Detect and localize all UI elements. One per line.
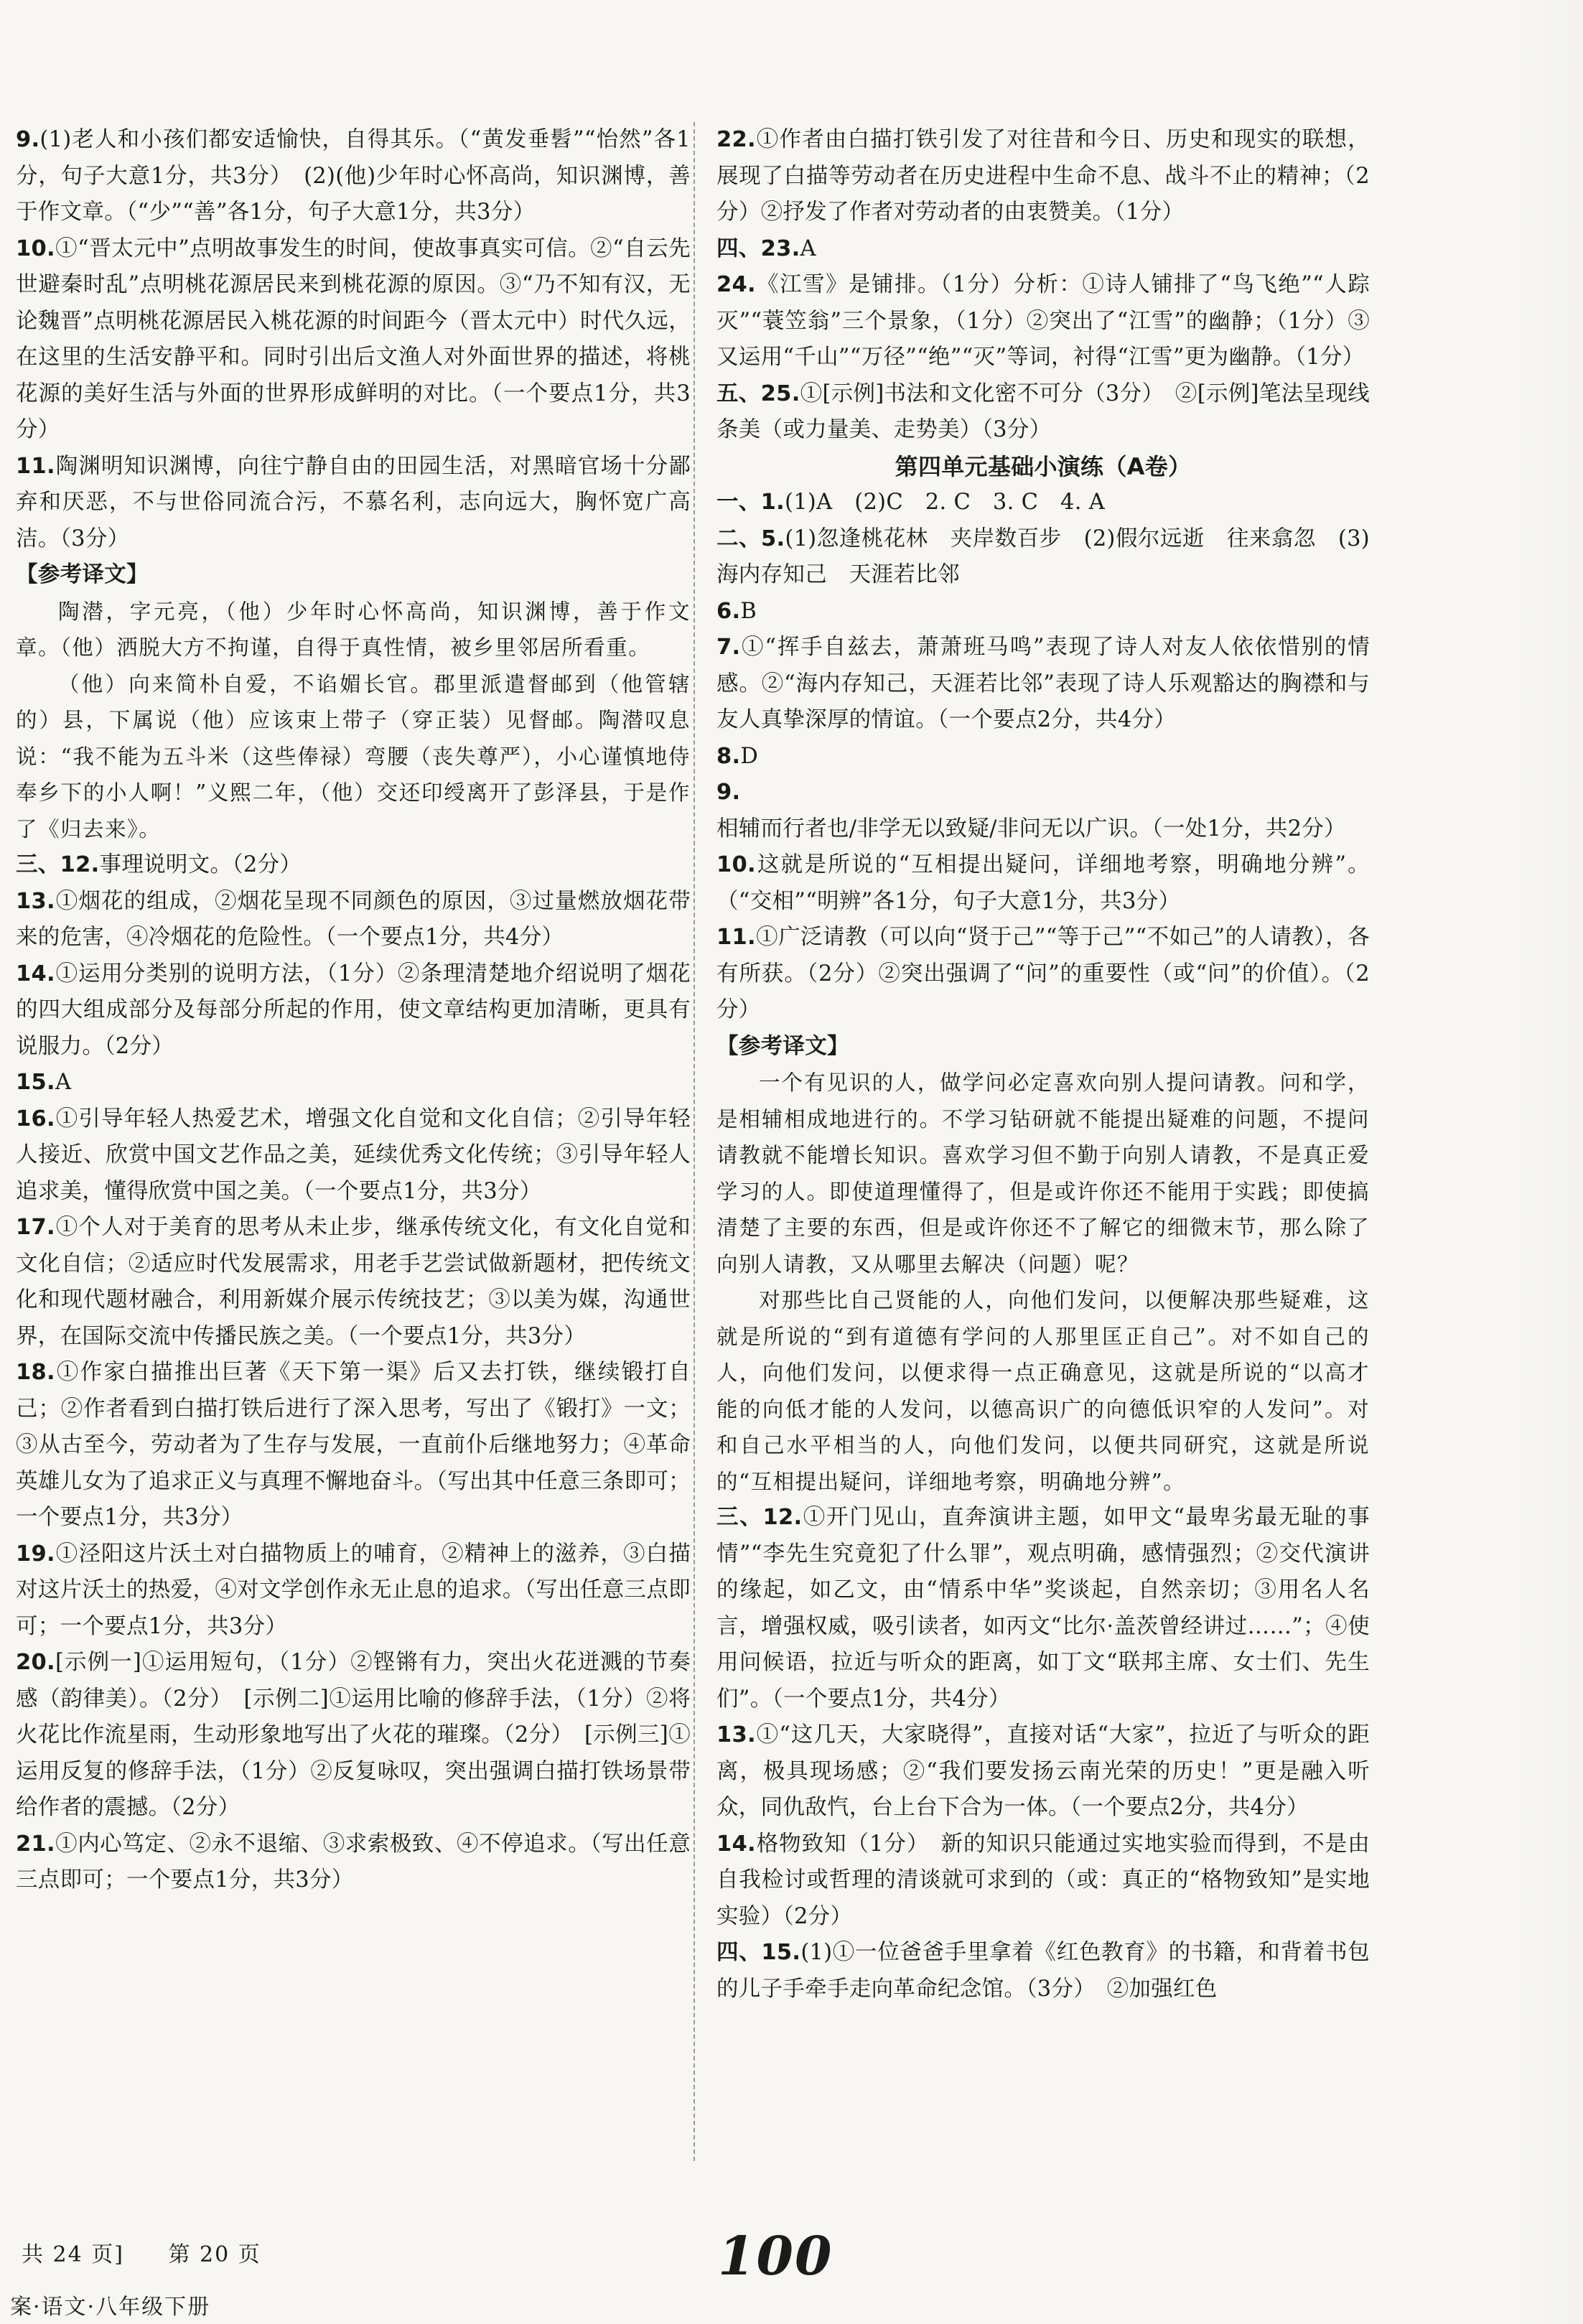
answer-number: 14.	[16, 961, 55, 986]
answer-text: A	[800, 235, 816, 261]
answer-item	[716, 1500, 1370, 1717]
answer-number: 三、12.	[16, 852, 100, 877]
answer-text: 格物致知（1分） 新的知识只能通过实地实验而得到，不是由自我检讨或哲理的清谈就可求到的（或：真正的“格物致知”是实地实验）（2分）	[716, 1831, 1370, 1929]
answer-number: 四、23.	[716, 235, 800, 261]
answer-text: 陶渊明知识渊博，向往宁静自由的田园生活，对黑暗官场十分鄙弃和厌恶，不与世俗同流合污，不慕名利，志向远大，胸怀宽广高洁。（3分）	[16, 453, 691, 551]
answer-number: 20.	[16, 1650, 55, 1675]
answer-text: (1)①一位爸爸手里拿着《红色教育》的书籍，和背着书包的儿子手牵手走向革命纪念馆。（3分） ②加强红色	[716, 1940, 1370, 2002]
column-divider	[694, 122, 695, 2161]
answer-item	[716, 1935, 1370, 2007]
answer-item	[716, 739, 1370, 775]
answer-text: ①“晋太元中”点明故事发生的时间，使故事真实可信。②“自云先世避秦时乱”点明桃花源居民来到桃花源的原因。③“乃不知有汉，无论魏晋”点明桃花源居民入桃花源的时间距今（晋太元中）时代久远，在这里的生活安静平和。同时引出后文渔人对外面世界的描述，将桃花源的美好生活与外面的世界形成鲜明的对比。（一个要点1分，共3分）	[16, 235, 691, 442]
current-page-label: 第 20 页	[168, 2242, 261, 2267]
answer-item	[16, 1645, 691, 1826]
reference-translation-heading: 【参考译文】	[716, 1033, 849, 1059]
answer-item	[716, 231, 1370, 268]
translation-paragraph	[716, 1065, 1370, 1282]
answer-number: 11.	[16, 453, 55, 479]
answer-text: 这就是所说的“互相提出疑问，详细地考察，明确地分辨”。（“交相”“明辨”各1分，句子大意1分，共3分）	[716, 852, 1370, 914]
answer-text: ①“这几天，大家晓得”，直接对话“大家”，拉近了与听众的距离，极具现场感；②“我们要发扬云南光荣的历史！”更是融入听众，同仇敌忾，台上台下合为一体。（一个要点2分，共4分）	[716, 1722, 1370, 1820]
answer-item	[716, 122, 1370, 231]
answer-item	[716, 775, 1370, 847]
answer-item	[16, 884, 691, 956]
answer-item	[716, 1717, 1370, 1826]
answer-text: ①运用分类别的说明方法，（1分）②条理清楚地介绍说明了烟花的四大组成部分及每部分所起的作用，使文章结构更加清晰，更具有说服力。（2分）	[16, 961, 691, 1059]
answer-number: 四、15.	[716, 1940, 801, 1965]
answer-text: ①开门见山，直奔演讲主题，如甲文“最卑劣最无耻的事情”“李先生究竟犯了什么罪”，观点明确，感情强烈；②交代演讲的缘起，如乙文，由“情系中华”奖谈起，自然亲切；③用名人名言，增强权威，吸引读者，如丙文“比尔·盖茨曾经讲过……”；④使用问候语，拉近与听众的距离，如丁文“联邦主席、女士们、先生们”。（一个要点1分，共4分）	[716, 1505, 1370, 1712]
answer-number: 三、12.	[716, 1505, 803, 1530]
answer-text: ①作家白描推出巨著《天下第一渠》后又去打铁，继续锻打自己；②作者看到白描打铁后进行了深入思考，写出了《锻打》一文；③从古至今，劳动者为了生存与发展，一直前仆后继地努力；④革命英雄儿女为了追求正义与真理不懈地奋斗。（写出其中任意三条即可；一个要点1分，共3分）	[16, 1360, 691, 1530]
answer-item	[716, 376, 1370, 449]
answer-text: 一个有见识的人，做学问必定喜欢向别人提问请教。问和学，是相辅相成地进行的。不学习钻研就不能提出疑难的问题，不提问请教就不能增长知识。喜欢学习但不勤于向别人请教，不是真正爱学习的人。即使道理懂得了，但是或许你还不能用于实践；即使搞清楚了主要的东西，但是或许你还不了解它的细微末节，那么除了向别人请教，又从哪里去解决（问题）呢？	[716, 1070, 1370, 1277]
answer-text: ①作者由白描打铁引发了对往昔和今日、历史和现实的联想，展现了白描等劳动者在历史进程中生命不息、战斗不止的精神；（2分）②抒发了作者对劳动者的由衷赞美。（1分）	[716, 127, 1370, 225]
translation-paragraph	[16, 594, 691, 666]
translation-paragraph	[16, 666, 691, 848]
answer-item	[716, 630, 1370, 739]
answer-number: 9.	[16, 127, 40, 152]
answer-item	[716, 267, 1370, 376]
answer-number: 10.	[716, 852, 756, 877]
answer-number: 6.	[716, 598, 741, 624]
answer-number: 13.	[16, 888, 55, 914]
answer-item	[716, 521, 1370, 594]
answer-text: D	[740, 743, 759, 769]
translation-paragraph	[716, 1282, 1370, 1500]
answer-item	[16, 847, 691, 884]
answer-text: ①泾阳这片沃土对白描物质上的哺育，②精神上的滋养，③白描对这片沃土的热爱，④对文学创作永无止息的追求。（写出任意三点即可；一个要点1分，共3分）	[16, 1541, 691, 1639]
answer-number: 21.	[16, 1831, 55, 1857]
answer-item	[16, 1210, 691, 1355]
answer-number: 11.	[716, 925, 756, 950]
answer-item	[16, 1355, 691, 1536]
answer-text: ①个人对于美育的思考从未止步，继承传统文化，有文化自觉和文化自信；②适应时代发展需求，用老手艺尝试做新题材，把传统文化和现代题材融合，利用新媒介展示传统技艺；③以美为媒，沟通世界，在国际交流中传播民族之美。（一个要点1分，共3分）	[16, 1215, 691, 1349]
answer-text: A	[55, 1070, 72, 1095]
answer-text: 对那些比自己贤能的人，向他们发问，以便解决那些疑难，这就是所说的“到有道德有学问的人那里匡正自己”。对不如自己的人，向他们发问，以便求得一点正确意见，这就是所说的“以高才能的向低才能的人发问，以德高识广的向德低识窄的人发问”。对和自己水平相当的人，向他们发问，以便共同研究，这就是所说的“互相提出疑问，详细地考察，明确地分辨”。	[716, 1288, 1370, 1494]
answer-text: ①内心笃定、②永不退缩、③求索极致、④不停追求。（写出任意三点即可；一个要点1分，共3分）	[16, 1831, 691, 1893]
unit-title: 第四单元基础小演练（A卷）	[895, 452, 1192, 480]
page-edge-shadow	[1518, 0, 1583, 2324]
answer-item	[716, 847, 1370, 920]
answer-text: ①广泛请教（可以向“贤于己”“等于己”“不如己”的人请教），各有所获。（2分）②突出强调了“问”的重要性（或“问”的价值）。（2分）	[716, 925, 1370, 1022]
answer-item	[16, 449, 691, 558]
answer-text: 事理说明文。（2分）	[99, 852, 302, 877]
reference-translation-heading: 【参考译文】	[16, 562, 149, 587]
answer-number: 14.	[716, 1831, 756, 1857]
answer-text: （他）向来简朴自爱，不谄媚长官。郡里派遣督邮到（他管辖的）县，下属说（他）应该束上带子（穿正装）见督邮。陶潜叹息说：“我不能为五斗米（这些俸禄）弯腰（丧失尊严），小心谨慎地侍奉乡下的小人啊！”义熙二年，（他）交还印绶离开了彭泽县，于是作了《归去来》。	[16, 671, 691, 841]
answer-item	[16, 122, 691, 231]
left-answer-column	[16, 122, 691, 1899]
answer-item	[16, 231, 691, 449]
answer-text: ①烟花的组成，②烟花呈现不同颜色的原因，③过量燃放烟花带来的危害，④冷烟花的危险性。（一个要点1分，共4分）	[16, 888, 691, 950]
footer-page-info	[22, 2236, 261, 2268]
answer-item	[716, 1826, 1370, 1936]
answer-text: (1)忽逢桃花林 夹岸数百步 (2)假尔远逝 往来翕忽 (3)海内存知己 天涯若比邻	[716, 526, 1370, 587]
answer-number: 7.	[716, 635, 741, 660]
book-title-line: 案·语文·八年级下册	[10, 2295, 211, 2320]
answer-text: ①引导年轻人热爱艺术，增强文化自觉和文化自信；②引导年轻人接近、欣赏中国文艺作品之美，延续优秀文化传统；③引导年轻人追求美，懂得欣赏中国之美。（一个要点1分，共3分）	[16, 1106, 691, 1204]
answer-item	[16, 1536, 691, 1646]
answer-number: 18.	[16, 1360, 55, 1385]
answer-item	[16, 1101, 691, 1210]
answer-item	[16, 1826, 691, 1899]
answer-text: [示例一]①运用短句，（1分）②铿锵有力，突出火花迸溅的节奏感（韵律美）。（2分） [示例二]①运用比喻的修辞手法，（1分）②将火花比作流星雨，生动形象地写出了火花的璀璨。（2分） [示例三]①运用反复的修辞手法，（1分）②反复咏叹，突出强调白描打铁场景带给作者的震撼。（2分）	[16, 1650, 691, 1820]
answer-text: (1)老人和小孩们都安适愉快，自得其乐。（“黄发垂髫”“怡然”各1分，句子大意1分，共3分） (2)(他)少年时心怀高尚，知识渊博，善于作文章。（“少”“善”各1分，句子大意1分，共3分）	[16, 127, 691, 225]
answer-number: 24.	[716, 272, 756, 297]
answer-number: 17.	[16, 1215, 55, 1240]
answer-text: ①[示例]书法和文化密不可分（3分） ②[示例]笔法呈现线条美（或力量美、走势美）（3分）	[716, 381, 1370, 442]
answer-number: 9.	[716, 780, 741, 805]
answer-number: 13.	[716, 1722, 756, 1747]
right-answer-column	[716, 122, 1370, 2007]
answer-number: 二、5.	[716, 526, 785, 551]
answer-text: 《江雪》是铺排。（1分）分析：①诗人铺排了“鸟飞绝”“人踪灭”“蓑笠翁”三个景象，（1分）②突出了“江雪”的幽静；（1分）③又运用“千山”“万径”“绝”“灭”等词，衬得“江雪”更为幽静。（1分）	[716, 272, 1370, 370]
answer-item	[716, 920, 1370, 1029]
answer-text: B	[740, 598, 757, 624]
answer-item	[16, 956, 691, 1065]
answer-number: 15.	[16, 1070, 55, 1095]
answer-number: 22.	[716, 127, 756, 152]
answer-number: 10.	[16, 235, 55, 261]
answer-item	[16, 1065, 691, 1101]
answer-text: ①“挥手自兹去，萧萧班马鸣”表现了诗人对友人依依惜别的情感。②“海内存知己，天涯若比邻”表现了诗人乐观豁达的胸襟和与友人真挚深厚的情谊。（一个要点2分，共4分）	[716, 635, 1370, 732]
answer-item	[716, 485, 1370, 521]
answer-number: 一、1.	[716, 490, 785, 515]
answer-number: 16.	[16, 1106, 55, 1131]
answer-item	[716, 594, 1370, 630]
answer-number: 8.	[716, 743, 741, 769]
answer-number: 19.	[16, 1541, 55, 1567]
answer-text: (1)A (2)C 2. C 3. C 4. A	[785, 490, 1106, 515]
answer-text: 陶潜，字元亮，（他）少年时心怀高尚，知识渊博，善于作文章。（他）洒脱大方不拘谨，自得于真性情，被乡里邻居所看重。	[16, 599, 691, 660]
answer-text: 相辅而行者也/非学无以致疑/非问无以广识。（一处1分，共2分）	[716, 816, 1346, 841]
total-pages: 共 24 页]	[22, 2242, 124, 2267]
answer-number: 五、25.	[716, 381, 800, 406]
page-number: 100	[718, 2226, 833, 2287]
